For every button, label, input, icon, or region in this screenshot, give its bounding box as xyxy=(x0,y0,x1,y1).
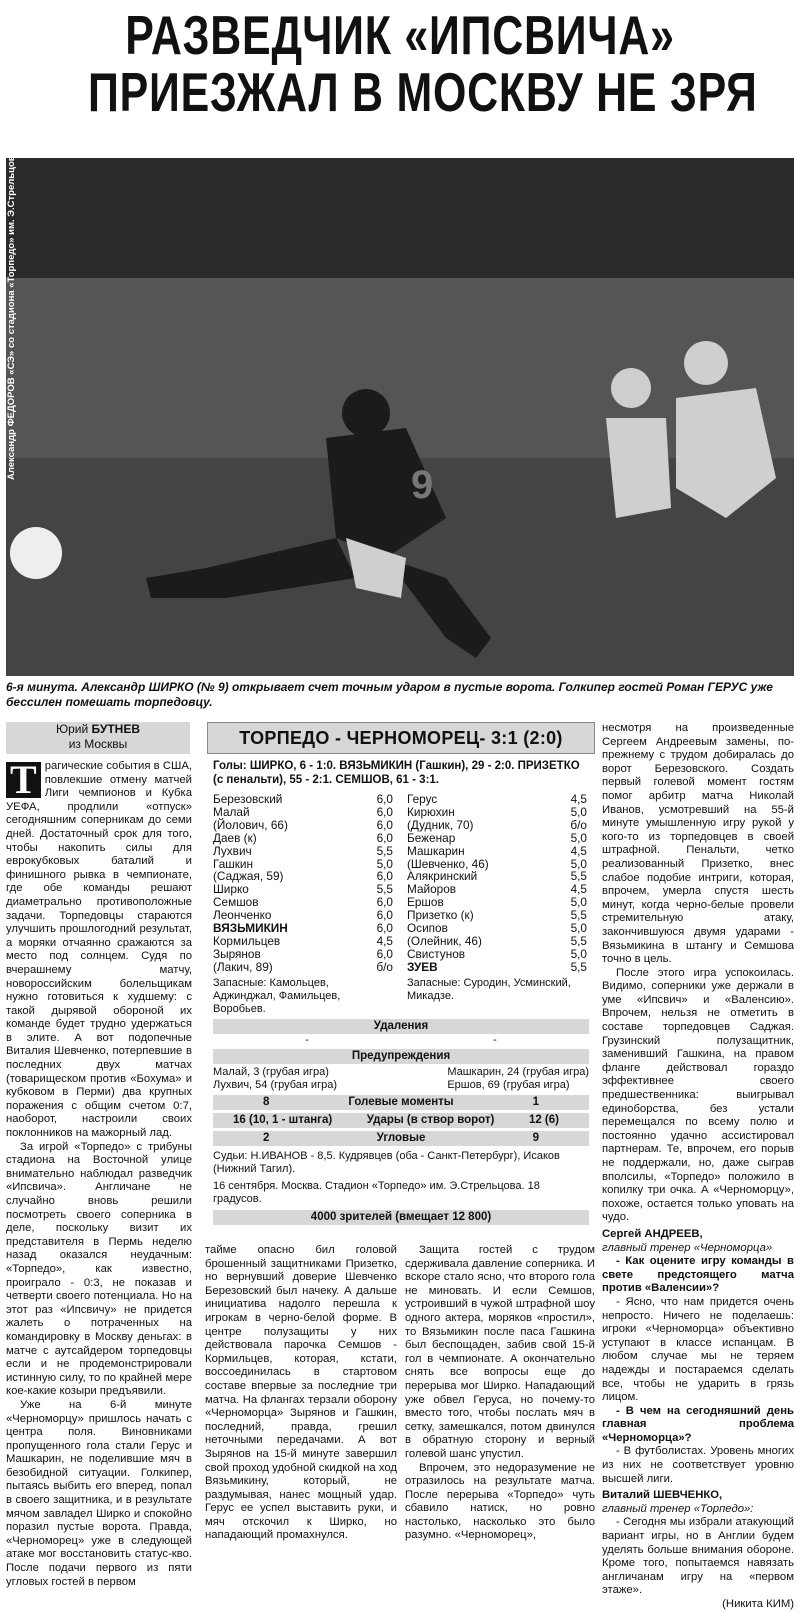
player-row xyxy=(213,832,393,845)
player-name: Осипов xyxy=(407,921,448,936)
player-name: (Лакич, 89) xyxy=(213,959,273,974)
player-row xyxy=(407,948,587,961)
player-name: Свистунов xyxy=(407,946,466,961)
sendoffs-label: Удаления xyxy=(213,1019,589,1034)
warning-away-1: Машкарин, 24 (грубая игра) xyxy=(447,1065,589,1078)
corners-home: 2 xyxy=(263,1131,270,1144)
coach2-role: главный тренер «Торпедо»: xyxy=(602,1502,754,1515)
headline xyxy=(0,4,800,123)
player-row xyxy=(213,845,393,858)
player-rating: 4,5 xyxy=(570,792,587,806)
player-name: Ширко xyxy=(213,882,249,897)
goals-line: Голы: ШИРКО, 6 - 1:0. ВЯЗЬМИКИН (Гашкин), 29 - 2:0. ПРИЗЕТКО (с пенальти), 55 - 2:1. СЕМШОВ, 61 - 3:1. xyxy=(213,760,580,786)
player-rating: 5,0 xyxy=(376,856,393,871)
player-rating: 5,0 xyxy=(570,895,587,910)
player-rating: 5,0 xyxy=(570,830,587,845)
coach1-name: Сергей АНДРЕЕВ, xyxy=(602,1227,703,1240)
warning-home-1: Малай, 3 (грубая игра) xyxy=(213,1065,329,1078)
player-row xyxy=(407,806,587,819)
player-rating: 4,5 xyxy=(570,882,587,897)
player-rating: 5,5 xyxy=(570,869,587,884)
player-row xyxy=(213,793,393,806)
article-column-1 xyxy=(6,757,192,1589)
shots-row xyxy=(213,1113,589,1128)
photo-illustration xyxy=(6,150,794,676)
player-row xyxy=(213,819,393,832)
player-name: (Дудник, 70) xyxy=(407,817,474,832)
player-name: (Олейник, 46) xyxy=(407,933,482,948)
player-name: ВЯЗЬМИКИН xyxy=(213,921,288,936)
author-first: Юрий xyxy=(55,722,89,736)
headline-line-1: РАЗВЕДЧИК «ИПСВИЧА» xyxy=(125,4,675,66)
article-column-3 xyxy=(405,1244,595,1543)
corners-label: Угловые xyxy=(376,1131,426,1144)
player-name: (Шевченко, 46) xyxy=(407,856,489,871)
col3-para-1: Защита гостей с трудом сдерживала давление соперника. И вскоре стало ясно, что второго гола не миновать. И если Семшов, устроивший в чужой штрафной шоу одного актера, моряков «простил», то Вязьмикин после паса Гашкина был беспощаден, забив свой 15-й гол в чемпионате. А окончательно снять все вопросы еще до перерыва мог Ширко. Нападающий уже обвел Геруса, но почему-то вместо того, чтобы послать мяч в сетку, замешкался, потом двинулся в обратную сторону и верный голевой шанс упустил. xyxy=(405,1244,595,1460)
match-title: ТОРПЕДО - ЧЕРНОМОРЕЦ- 3:1 (2:0) xyxy=(207,722,595,754)
player-row xyxy=(407,935,587,948)
corners-row xyxy=(213,1131,589,1146)
coach2-name: Виталий ШЕВЧЕНКО, xyxy=(602,1489,723,1502)
corners-away: 9 xyxy=(532,1131,539,1144)
player-rating: 6,0 xyxy=(376,804,393,819)
sendoffs-home: - xyxy=(305,1033,309,1046)
referees-line: Судьи: Н.ИВАНОВ - 8,5. Кудрявцев (оба - Санкт-Петербург), Исаков (Нижний Тагил). xyxy=(213,1149,560,1175)
player-name: Березовский xyxy=(213,792,283,806)
player-name: ЗУЕВ xyxy=(407,959,438,974)
player-name: Алякринский xyxy=(407,869,478,884)
ball xyxy=(10,527,62,579)
player-name: Призетко (к) xyxy=(407,908,474,923)
col1-para-1: рагические события в США, повлекшие отмену матчей Лиги чемпионов и Кубка УЕФА, продлили «отпуск» сегодняшним соперникам до семи дней. Достаточный срок для того, чтобы накопить силы для еврокубковых баталий и финишного рывка в чемпионате, где обе команды решают диаметрально противоположные задачи. Торпедовцы стараются улучшить прошлогодний результат, а моряки отчаянно сражаются за место под солнцем. Судя по вчерашнему матчу, новороссийским болельщикам нужно готовиться к худшему: с такой дырявой обороной их команде будет трудно удержаться в элите. А вот подопечные Виталия Шевченко, потерпевшие в последних двух матчах (товарищеском против «Бохума» и кубковом в Перми) два крупных поражения с общим счетом 0:7, наоборот, настроили своих поклонников на мажорный лад. xyxy=(6,760,192,1140)
col1-para-3: Уже на 6-й минуте «Черноморцу» пришлось начать с центра поля. Виновниками пропущенного гола стали Герус и Машкарин, не поделившие мяч в безобидной ситуации. Голкипер, пытаясь выбить его вперед, попал в своего защитника, и в результате мячом завладел Ширко и спокойно поразил пустые ворота. Правда, «Черноморец» уже в следующей атаке мог восстановить статус-кво. После подачи первого из пяти угловых гостей в первом xyxy=(6,1398,192,1588)
col1-para-2: За игрой «Торпедо» с трибуны стадиона на Восточной улице внимательно наблюдал разведчик «Ипсвича». Англичане не случайно вновь решили посмотреть своего соперника в деле, поскольку визит их представителя в Пермь неделю назад оказался неудачным: «Торпедо», как известно, проиграло - 0:3, не показав и четверти своего потенциала. Но на этот раз «Ипсвичу» не придется жалеть о потраченных на командировку в Москву деньгах: в матче с аутсайдером торпедовцы если и не продемонстрировали истинную силу, то по крайней мере кое-какие козыри предъявили. xyxy=(6,1140,192,1398)
article-column-2 xyxy=(205,1244,397,1543)
player-rating: 6,0 xyxy=(376,869,393,884)
player-name: Машкарин xyxy=(407,843,465,858)
jersey-number: 9 xyxy=(411,463,434,507)
home-subs: Запасные: Камольцев, Аджинджал, Фамильцев, Воробьев. xyxy=(213,976,341,1015)
warning-away-2: Ершов, 69 (грубая игра) xyxy=(447,1078,570,1091)
warnings-row xyxy=(213,1066,589,1092)
player-rating: 5,5 xyxy=(570,959,587,974)
player-rating: 6,0 xyxy=(376,830,393,845)
player-name: Кирюхин xyxy=(407,804,455,819)
player-name: Малай xyxy=(213,804,250,819)
player-name: Беженар xyxy=(407,830,456,845)
player-row xyxy=(407,793,587,806)
attendance-line: 4000 зрителей (вмещает 12 800) xyxy=(213,1210,589,1225)
player-name: Лухвич xyxy=(213,843,252,858)
player-name: (Саджая, 59) xyxy=(213,869,284,884)
player-row xyxy=(407,845,587,858)
player-rating: 5,0 xyxy=(570,856,587,871)
col4-para-2: После этого игра успокоилась. Видимо, соперники уже держали в уме «Ипсвич» и «Валенсию». Впрочем, нельзя не отметить в составе торпедовцев Саджая. Грузинский полузащитник, заменивший Гашкина, на правом фланге действовал гораздо эффективнее своего предшественника: выигрывал единоборства, без устали перемещался по всему полю и постоянно удачно ассистировал партнерам. Те, впрочем, его порыв не поддержали, но, даже сыграв вполсилы, «Торпедо» положило в копилку три очка. А «Черноморцу», похоже, остается только уповать на чудо. xyxy=(602,966,794,1224)
player-name: Леонченко xyxy=(213,908,272,923)
player-row xyxy=(407,961,587,974)
player-name: Майоров xyxy=(407,882,457,897)
col3-para-2: Впрочем, это недоразумение не отразилось на результате матча. После перерыва «Торпедо» чуть сбавило натиск, но ровно настолько, насколько это было разумно. «Черноморец», xyxy=(405,1461,595,1542)
headline-line-2: ПРИЕЗЖАЛ В МОСКВУ НЕ ЗРЯ xyxy=(88,61,758,123)
player-rating: 5,5 xyxy=(376,882,393,897)
away-lineup xyxy=(407,793,587,1016)
player-name: (Йолович, 66) xyxy=(213,817,288,832)
player-rating: 4,5 xyxy=(570,843,587,858)
player-name: Даев (к) xyxy=(213,830,257,845)
sendoffs-away: - xyxy=(493,1033,497,1046)
col4-para-1: несмотря на произведенные Сергеем Андреевым замены, по-прежнему с трудом добиралась до ворот Березовского. Создать первый голевой момент гостям помог арбитр матча Николай Иванов, усмотревший на 55-й минуте умышленную игру рукой у кого-то из торпедовцев в своей штрафной. Пенальти, четко реализованный Призетко, внес слабое подобие интриги, которая, впрочем, умерла спустя шесть минут, когда черно-белые провели стремительную атаку, закончившуюся двумя ударами - Вязьмикина в штангу и Семшова точно в цель. xyxy=(602,722,794,966)
answer-2: - В футболистах. Уровень многих из них не соответствует уровню высшей лиги. xyxy=(602,1445,794,1485)
match-photo xyxy=(6,150,794,676)
home-lineup xyxy=(213,793,393,1016)
author-from: из Москвы xyxy=(68,737,128,751)
player-rating: 6,0 xyxy=(376,817,393,832)
player-rating: 5,5 xyxy=(570,933,587,948)
player-rating: 6,0 xyxy=(376,895,393,910)
chances-label: Голевые моменты xyxy=(348,1095,454,1108)
player-name: Семшов xyxy=(213,895,259,910)
player-rating: 5,0 xyxy=(570,946,587,961)
photo-credit: Александр ФЕДОРОВ «СЭ» со стадиона «Торпедо» им. Э.Стрельцова xyxy=(6,150,17,480)
player-name: Герус xyxy=(407,792,438,806)
question-1: - Как оцените игру команды в свете предстоящего матча против «Валенсии»? xyxy=(602,1255,794,1295)
player-rating: б/о xyxy=(376,959,393,974)
chances-away: 1 xyxy=(532,1095,539,1108)
player-row xyxy=(407,819,587,832)
player-row xyxy=(213,961,393,974)
player-rating: 4,5 xyxy=(376,933,393,948)
player-name: Кормильцев xyxy=(213,933,281,948)
photo-caption: 6-я минута. Александр ШИРКО (№ 9) открывает счет точным ударом в пустые ворота. Голкипер гостей Роман ГЕРУС уже бессилен помешать торпедовцу. xyxy=(6,680,773,709)
sendoffs-row xyxy=(213,1034,589,1046)
player-row xyxy=(213,935,393,948)
match-report-box xyxy=(207,722,595,1244)
article-column-4 xyxy=(602,722,794,1612)
author-last: БУТНЕВ xyxy=(91,722,140,736)
venue-line: 16 сентября. Москва. Стадион «Торпедо» им. Э.Стрельцова. 18 градусов. xyxy=(213,1179,540,1205)
shots-away: 12 (6) xyxy=(528,1113,559,1126)
player-rating: 6,0 xyxy=(376,946,393,961)
lineups xyxy=(213,793,589,1016)
player-rating: 6,0 xyxy=(376,908,393,923)
player-name: Гашкин xyxy=(213,856,254,871)
player-row xyxy=(407,832,587,845)
warning-home-2: Лухвич, 54 (грубая игра) xyxy=(213,1078,337,1091)
player-rating: 5,5 xyxy=(376,843,393,858)
author-box xyxy=(6,722,190,754)
answer-3: - Сегодня мы избрали атакующий вариант игры, но в Англии будем уделять больше внимания обороне. Кроме того, попытаемся навязать англичанам игру на «первом этаже». xyxy=(602,1516,794,1597)
away-subs: Запасные: Суродин, Усминский, Микадзе. xyxy=(407,976,571,1002)
player-rating: 5,0 xyxy=(570,804,587,819)
answer-1: - Ясно, что нам придется очень непросто. Ничего не поделаешь: игроки «Черноморца» объективно уступают в классе испанцам. В любом случае мы не теряем надежды и постараемся сделать все, чтобы не ударить в грязь лицом. xyxy=(602,1295,794,1404)
shots-label: Удары (в створ ворот) xyxy=(366,1113,495,1126)
chances-row xyxy=(213,1095,589,1110)
player-rating: 5,0 xyxy=(570,921,587,936)
player-row xyxy=(213,948,393,961)
player-rating: 5,5 xyxy=(570,908,587,923)
col2-para: тайме опасно бил головой брошенный защитниками Призетко, но вернувший доверие Шевченко Березовский был начеку. А дальше инициатива надолго перешла к игрокам в черно-белой форме. В центре полузащиты у них действовала парочка Семшов - Кормильцев, которая, кстати, воссоединилась в стартовом составе впервые за последние три матча. На флангах терзали оборону «Черноморца» Зырянов и Гашкин, последний, правда, грешил неточными передачами. А вот Зырянов на 15-й минуте завершил свой проход удобной скидкой на ход Вязьмикину, который, не раздумывая, нанес мощный удар. Герус ее успел выставить руки, и мяч отскочил к Ширко, но нападающий промахнулся. xyxy=(205,1244,397,1542)
chances-home: 8 xyxy=(263,1095,270,1108)
coach1-role: главный тренер «Черноморца» xyxy=(602,1241,773,1254)
player-rating: 6,0 xyxy=(376,792,393,806)
player-rating: 6,0 xyxy=(376,921,393,936)
drop-cap: Т xyxy=(6,762,41,798)
player-name: Зырянов xyxy=(213,946,261,961)
player-name: Ершов xyxy=(407,895,444,910)
player-rating: б/о xyxy=(570,817,587,832)
shots-home: 16 (10, 1 - штанга) xyxy=(233,1113,333,1126)
question-2: - В чем на сегодняшний день главная проблема «Черноморца»? xyxy=(602,1404,794,1444)
warnings-label: Предупреждения xyxy=(213,1049,589,1064)
player-row xyxy=(213,806,393,819)
signoff: (Никита КИМ) xyxy=(722,1598,794,1610)
